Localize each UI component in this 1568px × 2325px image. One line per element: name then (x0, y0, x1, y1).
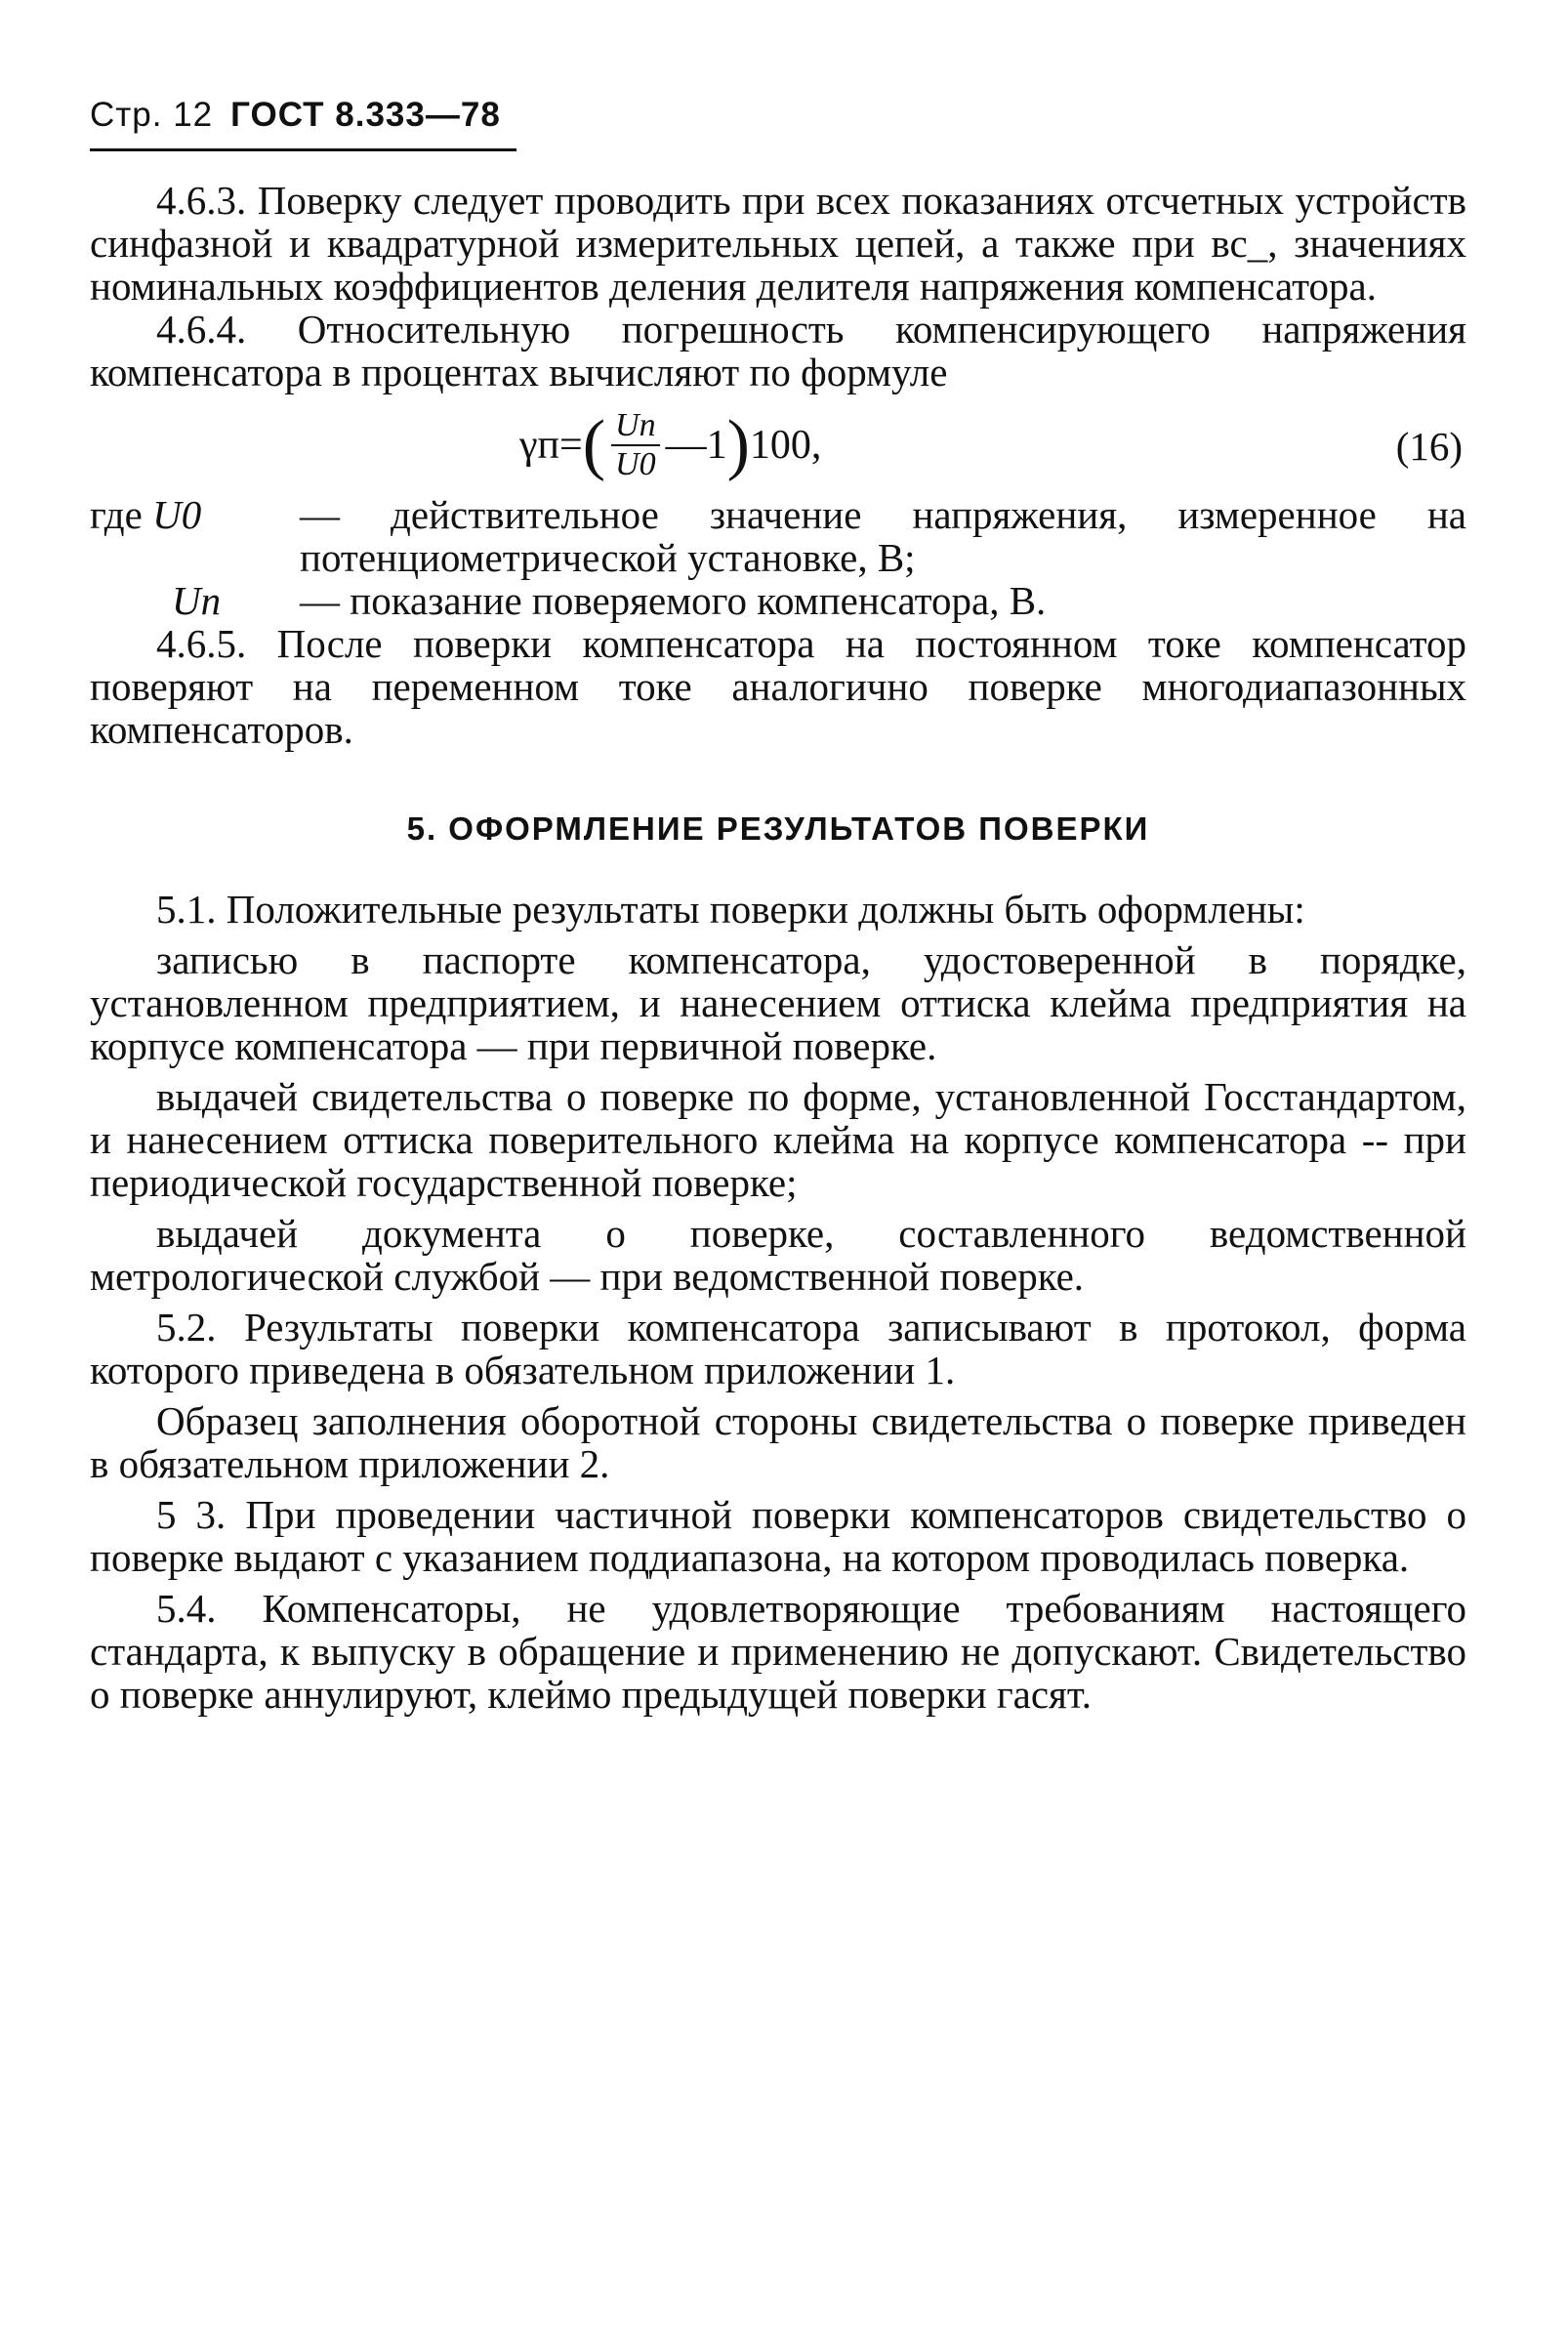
legend-un-text: — показание поверяемого компенсатора, В. (300, 578, 1047, 623)
clause-5-1: 5.1. Положительные результаты поверки должны быть оформлены: (156, 887, 1305, 932)
clause-5-1-c: выдачей документа о поверке, составленного ведомственной метрологической службой — при ведомственной поверке. (90, 1211, 1466, 1299)
formula-lhs: γп= (519, 423, 583, 468)
clause-5-3: 5 3. При проведении частичной поверки компенсаторов свидетельство о поверке выдают с указанием поддиапазона, на котором проводилась поверка. (90, 1492, 1466, 1580)
clause-5-2-b: Образец заполнения оборотной стороны свидетельства о поверке приведен в обязательном приложении 2. (90, 1398, 1466, 1486)
legend-u0-symbol: где U0 (90, 492, 202, 537)
formula-tail: 100, (749, 423, 822, 468)
formula-number: (16) (1395, 424, 1463, 469)
clause-5-2: 5.2. Результаты поверки компенсатора записывают в протокол, форма которого приведена в обязательном приложении 1. (90, 1305, 1466, 1392)
legend-row-u0 (90, 493, 1466, 579)
header-rule (90, 148, 516, 151)
clause-5-1-a: записью в паспорте компенсатора, удостоверенной в порядке, установленном предприятием, и нанесением оттиска клейма предприятия на корпусе компенсатора — при первичной поверке. (90, 937, 1466, 1068)
formula-close-paren: ) (726, 407, 750, 482)
legend-u0-text: — действительное значение напряжения, измеренное на потенциометрической установке, В; (300, 492, 1466, 580)
page-header (90, 96, 501, 135)
formula-open-paren: ( (582, 407, 606, 482)
legend-un-symbol (90, 579, 300, 622)
standard-number: ГОСТ 8.333—78 (230, 96, 501, 134)
section-5-title: 5. ОФОРМЛЕНИЕ РЕЗУЛЬТАТОВ ПОВЕРКИ (406, 810, 1150, 847)
formula-denominator: U0 (615, 446, 656, 482)
clause-5-4: 5.4. Компенсаторы, не удовлетворяющие требованиям настоящего стандарта, к выпуску в обращение и применению не допускают. Свидетельство о поверке аннулируют, клеймо предыдущей поверки гасят. (90, 1586, 1466, 1717)
clause-4-6-5: 4.6.5. После поверки компенсатора на постоянном токе компенсатор поверяют на переменном токе аналогично поверке многодиапазонных компенсаторов. (90, 621, 1466, 752)
formula-expression (519, 407, 821, 483)
clause-4-6-3: 4.6.3. Поверку следует проводить при всех показаниях отсчетных устройств синфазной и квадратурной измерительных цепей, а также при вс_, значениях номинальных коэффициентов деления делителя напряжения компенсатора. (90, 178, 1466, 309)
formula-16 (90, 397, 1466, 493)
page-number: Стр. 12 (90, 96, 214, 134)
document-body (90, 179, 1466, 1716)
formula-minus-one: —1 (665, 423, 727, 468)
formula-legend (90, 493, 1466, 622)
un-symbol: Uп (172, 578, 222, 623)
clause-5-1-b: выдачей свидетельства о поверке по форме, установленной Госстандартом, и нанесением оттиска поверительного клейма на корпусе компенсатора -- при периодической государственной поверке; (90, 1074, 1466, 1205)
u0-symbol: U0 (152, 492, 202, 537)
clause-4-6-4: 4.6.4. Относительную погрешность компенсирующего напряжения компенсатора в процентах вычисляют по формуле (90, 307, 1466, 394)
formula-numerator: Uп (611, 407, 660, 446)
formula-fraction (611, 407, 660, 483)
legend-row-un (90, 579, 1466, 622)
